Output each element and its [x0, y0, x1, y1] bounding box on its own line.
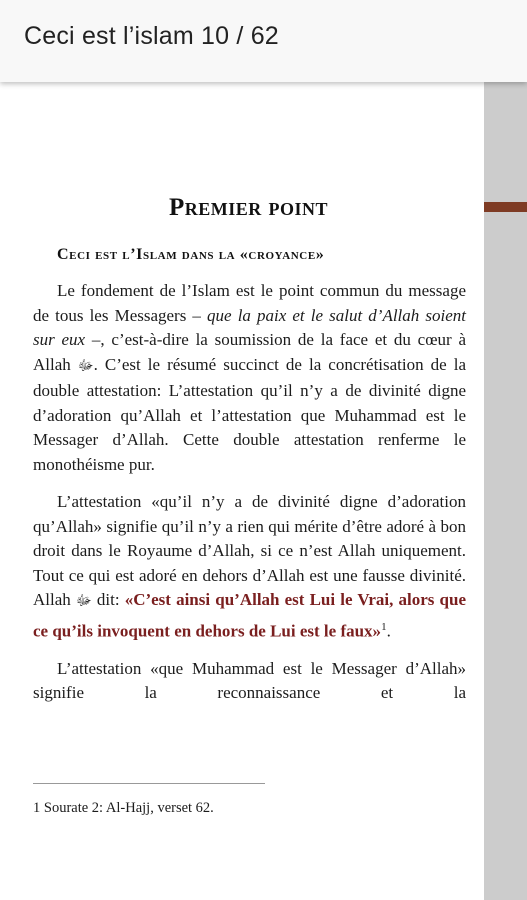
- paragraph-3: L’attestation «que Muhammad est le Messager d’Allah» signifie la reconnaissance et la: [33, 658, 466, 703]
- page-scrollbar[interactable]: [484, 82, 527, 900]
- body-text: [33, 279, 466, 719]
- book-title-page-indicator: Ceci est l’islam 10 / 62: [24, 22, 279, 50]
- book-page[interactable]: [0, 82, 484, 900]
- paragraph-1: Le fondement de l’Islam est le point commun du message de tous les Messagers – que la paix et le salut d’Allah soient sur eux –, c’est-à-dire la soumission de la face et du cœur à Allah ﷻ. C’est le résumé succinct de la concrétisation de la double attestation: L’attestation qu’il n’y a de divinité digne d’adoration qu’Allah et l’attestation que Muhammad est le Messager d’Allah. Cette double attestation renferme le monothéisme pur.: [33, 281, 466, 474]
- blessing-glyph: ﷻ: [75, 594, 92, 609]
- blessing-glyph: ﷻ: [77, 358, 94, 374]
- footnote-text: 1 Sourate 2: Al-Hajj, verset 62.: [33, 800, 214, 816]
- subsection-title: Ceci est l’Islam dans la «croyance»: [57, 246, 325, 263]
- footnote-divider: [33, 783, 265, 784]
- footnote-reference[interactable]: 1: [381, 620, 387, 633]
- app-bar: [0, 0, 527, 82]
- section-title: Premier point: [168, 194, 329, 221]
- paragraph-2: L’attestation «qu’il n’y a de divinité digne d’adoration qu’Allah» signifie qu’il n’y a rien qui mérite d’être adoré à bon droit dans le Royaume d’Allah, si ce n’est Allah uniquement. Tout ce qui est adoré en dehors d’Allah est une fausse divinité. Allah ﷻ dit: «C’est ainsi qu’Allah est Lui le Vrai, alors que ce qu’ils invoquent en dehors de Lui est le faux»$^1$.: [33, 492, 466, 641]
- quran-quote: «C’est ainsi qu’Allah est Lui le Vrai, alors que ce qu’ils invoquent en dehors de Lui est le faux»: [33, 590, 466, 641]
- scrollbar-thumb[interactable]: [484, 202, 527, 212]
- salutation-italic: que la paix et le salut d’Allah soient sur eux: [33, 305, 466, 349]
